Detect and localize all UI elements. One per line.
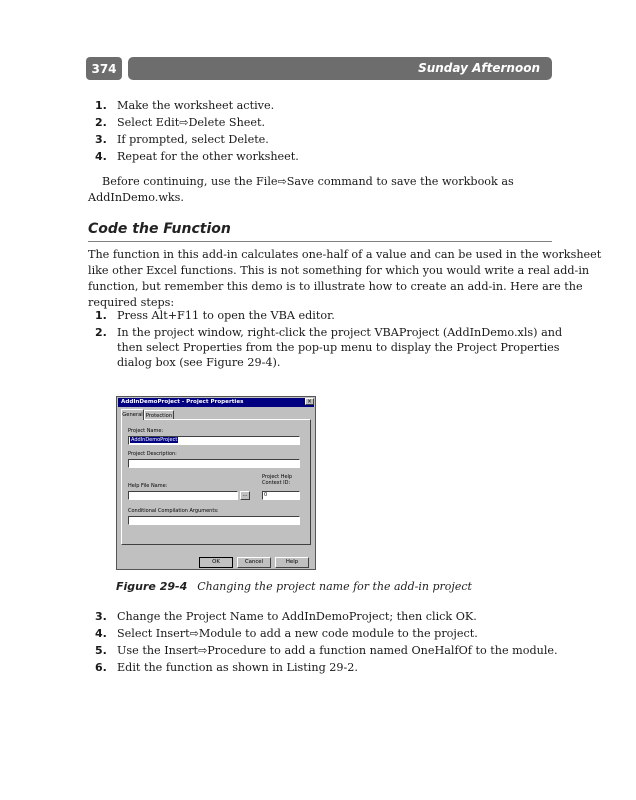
step-text: In the project window, right-click the project VBAProject (AddInDemo.xls) and xyxy=(117,326,563,339)
conditional-args-field[interactable] xyxy=(128,516,300,525)
menu-arrow-icon: ⇨ xyxy=(179,116,189,129)
step-number: 4. xyxy=(95,627,107,640)
browse-button[interactable]: ... xyxy=(240,491,250,500)
intro-line: required steps: xyxy=(88,296,175,309)
step-number: 6. xyxy=(95,661,107,674)
cancel-button[interactable]: Cancel xyxy=(237,557,271,568)
note-line: AddInDemo.wks. xyxy=(88,191,184,204)
step-number: 1. xyxy=(95,99,107,112)
note-line: Before continuing, use the File⇨Save command to save the workbook as xyxy=(102,175,514,188)
tab-protection[interactable]: Protection xyxy=(144,410,174,420)
project-description-field[interactable] xyxy=(128,459,300,468)
intro-line: The function in this add-in calculates one-half of a value and can be used in the worksheet xyxy=(88,248,602,261)
step-text: Select Edit⇨Delete Sheet. xyxy=(117,116,266,129)
menu-arrow-icon: ⇨ xyxy=(198,644,208,657)
step-text: If prompted, select Delete. xyxy=(117,133,269,146)
step-text: Repeat for the other worksheet. xyxy=(117,150,299,163)
project-description-label: Project Description: xyxy=(128,451,177,457)
step-number: 3. xyxy=(95,610,107,623)
step-number: 5. xyxy=(95,644,107,657)
tab-general[interactable]: General xyxy=(121,409,144,420)
intro-line: function, but remember this demo is to illustrate how to create an add-in. Here are the xyxy=(88,280,583,293)
section-heading: Code the Function xyxy=(88,221,231,237)
figure-label: Figure 29-4 xyxy=(116,580,188,593)
dialog-title: AddInDemoProject - Project Properties xyxy=(118,398,314,407)
step-text: Change the Project Name to AddInDemoProject; then click OK. xyxy=(117,610,477,623)
figure-caption: Figure 29-4 Changing the project name for the add-in project xyxy=(116,580,472,593)
step-text: Select Insert⇨Module to add a new code module to the project. xyxy=(117,627,478,640)
running-header: Sunday Afternoon xyxy=(128,57,552,80)
general-panel xyxy=(121,419,311,545)
ok-button[interactable]: OK xyxy=(199,557,233,568)
step-number: 4. xyxy=(95,150,107,163)
project-name-label: Project Name: xyxy=(128,428,164,434)
step-text: Make the worksheet active. xyxy=(117,99,275,112)
heading-rule xyxy=(88,241,552,242)
step-text: Press Alt+F11 to open the VBA editor. xyxy=(117,309,335,322)
help-file-label: Help File Name: xyxy=(128,483,168,489)
help-button[interactable]: Help xyxy=(275,557,309,568)
step-number: 2. xyxy=(95,326,107,339)
page-number: 374 xyxy=(86,57,122,80)
step-number: 1. xyxy=(95,309,107,322)
project-name-field[interactable]: AddInDemoProject xyxy=(128,436,300,445)
menu-arrow-icon: ⇨ xyxy=(277,175,287,188)
project-properties-dialog xyxy=(116,396,316,570)
help-context-field[interactable]: 0 xyxy=(262,491,300,500)
help-file-field[interactable] xyxy=(128,491,238,500)
step-text: Edit the function as shown in Listing 29-2. xyxy=(117,661,358,674)
intro-line: like other Excel functions. This is not something for which you would write a real add-in xyxy=(88,264,590,277)
conditional-args-label: Conditional Compilation Arguments: xyxy=(128,508,219,514)
step-number: 2. xyxy=(95,116,107,129)
step-text: Use the Insert⇨Procedure to add a function named OneHalfOf to the module. xyxy=(117,644,558,657)
menu-arrow-icon: ⇨ xyxy=(189,627,199,640)
step-number: 3. xyxy=(95,133,107,146)
close-icon[interactable]: × xyxy=(306,398,313,405)
help-context-label: Project Help Context ID: xyxy=(262,474,293,486)
